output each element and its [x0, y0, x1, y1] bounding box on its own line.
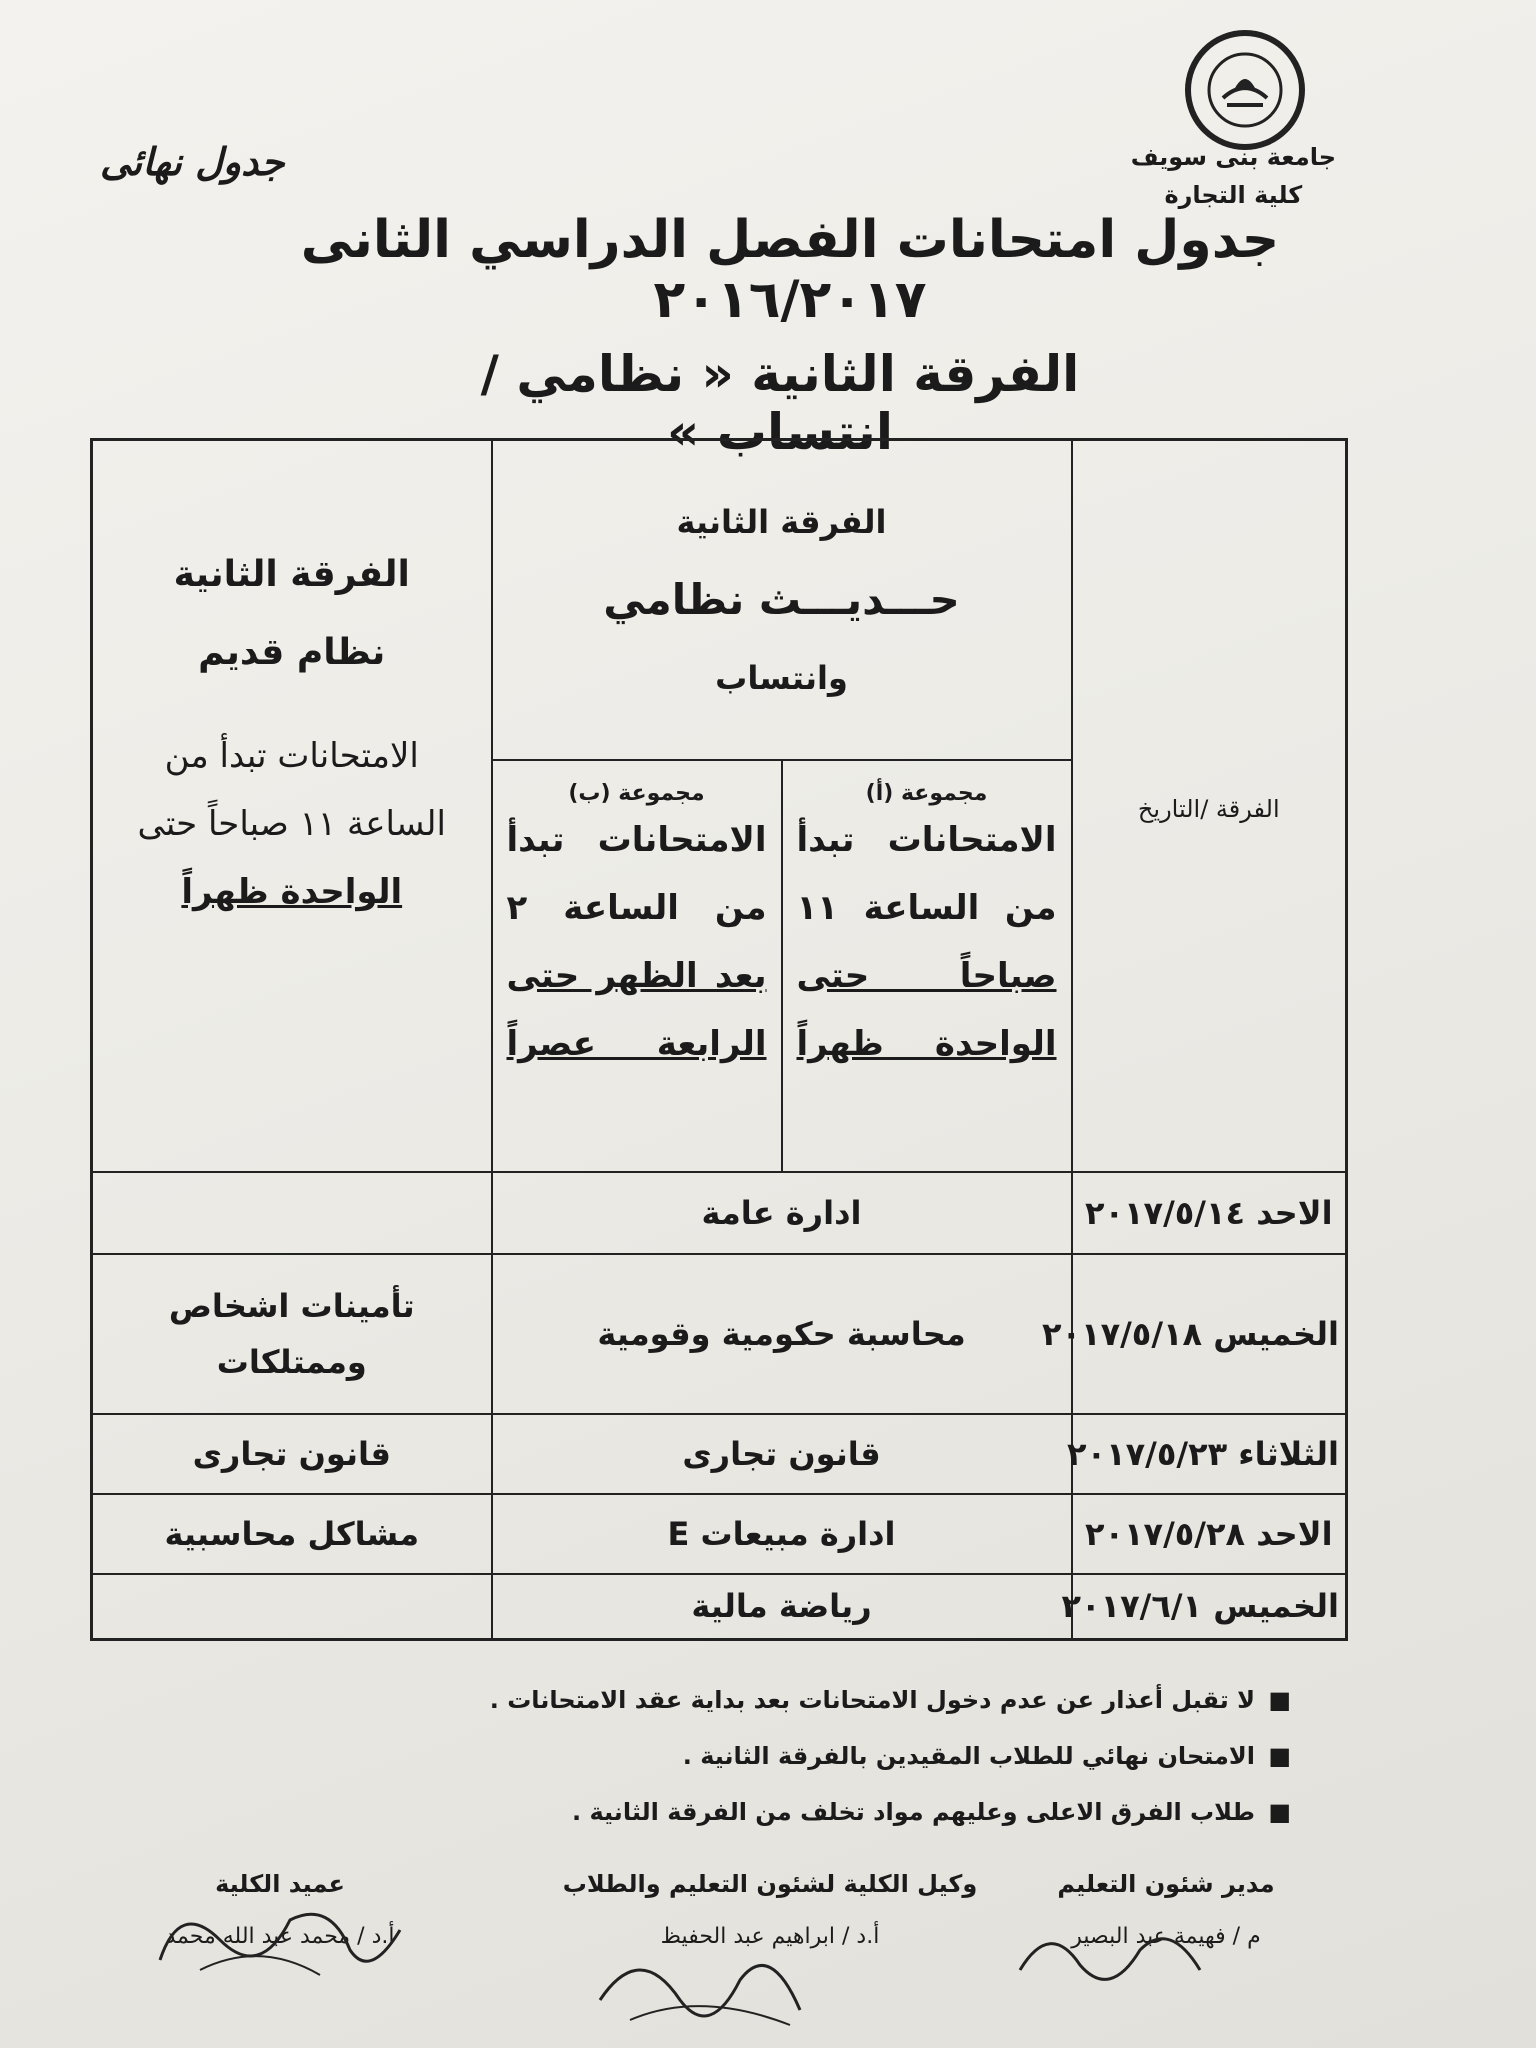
list-item: ■الامتحان نهائي للطلاب المقيدين بالفرقة الثانية .: [241, 1728, 1291, 1784]
new-system-header: الفرقة الثانية حـــديـــث نظامي وانتساب: [492, 440, 1072, 760]
page-subtitle: الفرقة الثانية « نظامي / انتساب »: [480, 345, 1080, 461]
list-item: ■طلاب الفرق الاعلى وعليهم مواد تخلف من الفرقة الثانية .: [241, 1784, 1291, 1840]
manager-signature-icon: [1010, 1910, 1210, 2000]
old-system-header: الفرقة الثانية نظام قديم الامتحانات تبدأ من الساعة ١١ صباحاً حتى الواحدة ظهراً: [92, 440, 492, 1172]
vice-dean-signature-icon: [590, 1930, 830, 2040]
table-row: الخميس ٢٠١٧/٥/١٨ محاسبة حكومية وقومية تأمينات اشخاص وممتلكات: [92, 1254, 1347, 1414]
signature-vice-dean: وكيل الكلية لشئون التعليم والطلاب أ.د / ابراهيم عبد الحفيظ: [562, 1870, 978, 1949]
signature-education-manager: مدير شئون التعليم م / فهيمة عبد البصير: [1057, 1870, 1275, 1949]
group-a-cell: مجموعة (أ) الامتحانات تبدأ من الساعة ١١ صباحاً حتى الواحدة ظهراً: [782, 760, 1072, 1172]
table-row: الخميس ٢٠١٧/٦/١ رياضة مالية: [92, 1574, 1347, 1640]
university-name: جامعة بنى سويف: [1130, 143, 1336, 171]
final-schedule-tag: جدول نهائى: [100, 140, 285, 184]
bullet-icon: ■: [1268, 1798, 1291, 1826]
header-date-cell: الفرقة /التاريخ: [1072, 440, 1347, 1172]
institution-block: [1131, 138, 1336, 214]
group-b-cell: مجموعة (ب) الامتحانات تبدأ من الساعة ٢ بعد الظهر حتى الرابعة عصراً: [492, 760, 782, 1172]
signature-dean: عميد الكلية أ.د / محمد عبد الله محمد: [165, 1870, 395, 1949]
bullet-icon: ■: [1268, 1742, 1291, 1770]
table-row: الثلاثاء ٢٠١٧/٥/٢٣ قانون تجارى قانون تجارى: [92, 1414, 1347, 1494]
university-logo-icon: [1185, 30, 1305, 150]
notes-list: [241, 1672, 1291, 1840]
exam-schedule-table: [90, 438, 1348, 1641]
faculty-name: كلية التجارة: [1164, 181, 1303, 209]
list-item: ■لا تقبل أعذار عن عدم دخول الامتحانات بعد بداية عقد الامتحانات .: [241, 1672, 1291, 1728]
page-title: جدول امتحانات الفصل الدراسي الثانى ٢٠١٦/٢٠١٧: [300, 210, 1280, 330]
dean-signature-icon: [140, 1880, 440, 1990]
bullet-icon: ■: [1268, 1686, 1291, 1714]
table-row: الاحد ٢٠١٧/٥/٢٨ ادارة مبيعات E مشاكل محاسبية: [92, 1494, 1347, 1574]
table-row: الاحد ٢٠١٧/٥/١٤ ادارة عامة: [92, 1172, 1347, 1254]
